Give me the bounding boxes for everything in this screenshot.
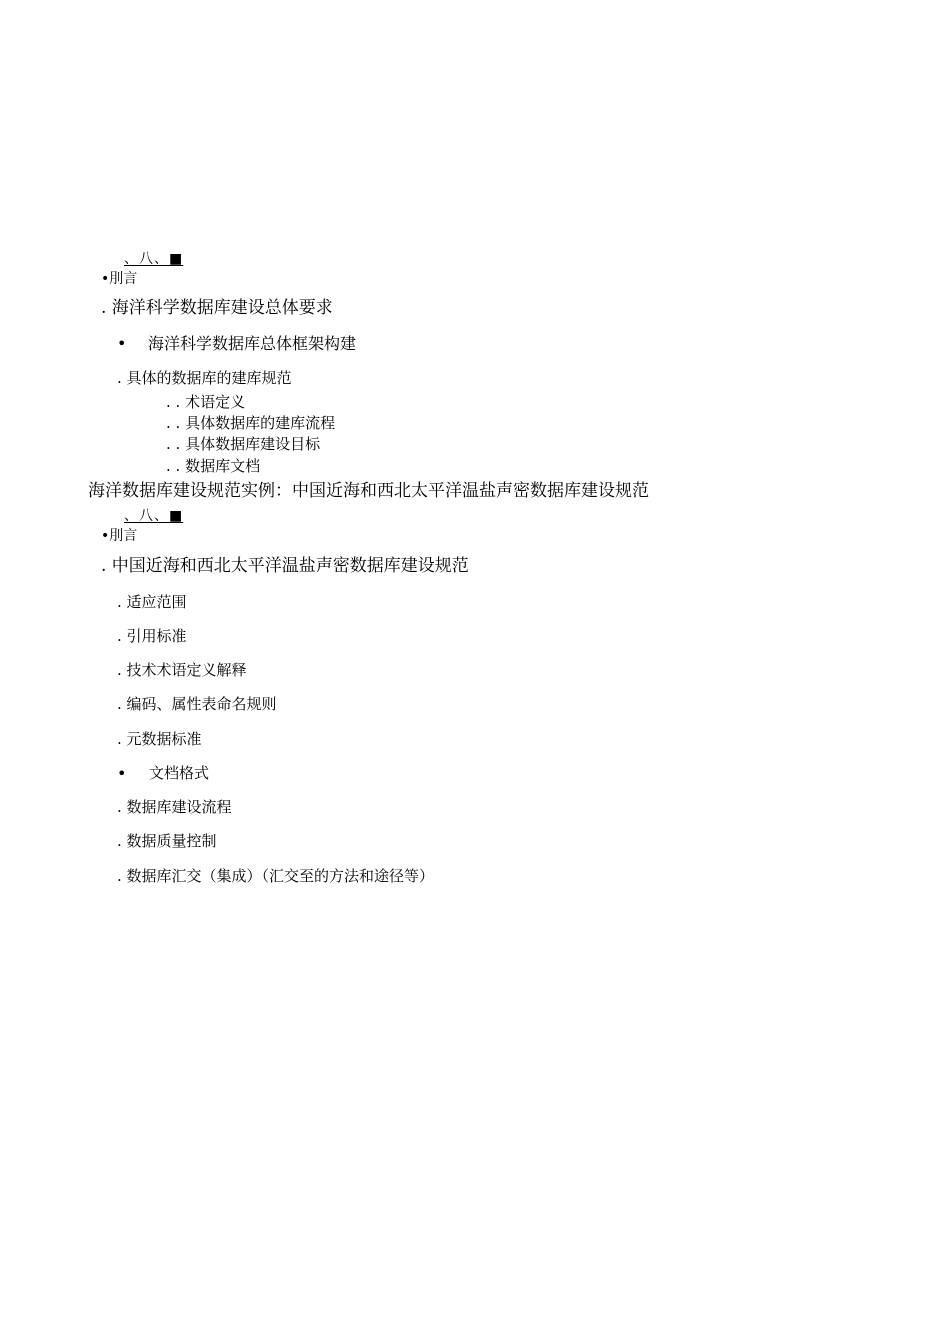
section2-item-3: . 技术术语定义解释 — [117, 661, 247, 679]
section1-bullet-text: 海洋科学数据库总体框架构建 — [148, 334, 357, 353]
section1-bullet: • — [117, 334, 127, 353]
section2-bullet-text: 文档格式 — [149, 764, 210, 782]
section2-item-2: . 引用标准 — [117, 627, 187, 645]
section2-item-4: . 编码、属性表命名规则 — [117, 695, 277, 713]
section2-heading: . 中国近海和西北太平洋温盐声密数据库建设规范 — [101, 556, 469, 576]
section2-item-6: . 数据库建设流程 — [117, 798, 232, 816]
section2-item-7: . 数据质量控制 — [117, 832, 217, 850]
section1-sub-item-1: . . 术语定义 — [166, 393, 246, 411]
section2-preface: •刖言 — [101, 528, 138, 544]
section1-heading: . 海洋科学数据库建设总体要求 — [101, 298, 333, 318]
section1-preface: •刖言 — [101, 271, 138, 287]
section1-mark: 、八、■ — [124, 251, 184, 267]
section2-item-8: . 数据库汇交（集成）（汇交至的方法和途径等） — [117, 867, 435, 885]
section1-sub-item-2: . . 具体数据库的建库流程 — [166, 414, 336, 432]
section2-item-1: . 适应范围 — [117, 593, 187, 611]
section2-item-5: . 元数据标准 — [117, 730, 202, 748]
section2-bullet: • — [117, 764, 127, 783]
section1-subheading: . 具体的数据库的建库规范 — [117, 369, 292, 387]
section1-sub-item-4: . . 数据库文档 — [166, 457, 261, 475]
section1-sub-item-3: . . 具体数据库建设目标 — [166, 435, 321, 453]
example-title: 海洋数据库建设规范实例：中国近海和西北太平洋温盐声密数据库建设规范 — [88, 481, 649, 501]
section2-mark: 、八、■ — [124, 508, 184, 524]
